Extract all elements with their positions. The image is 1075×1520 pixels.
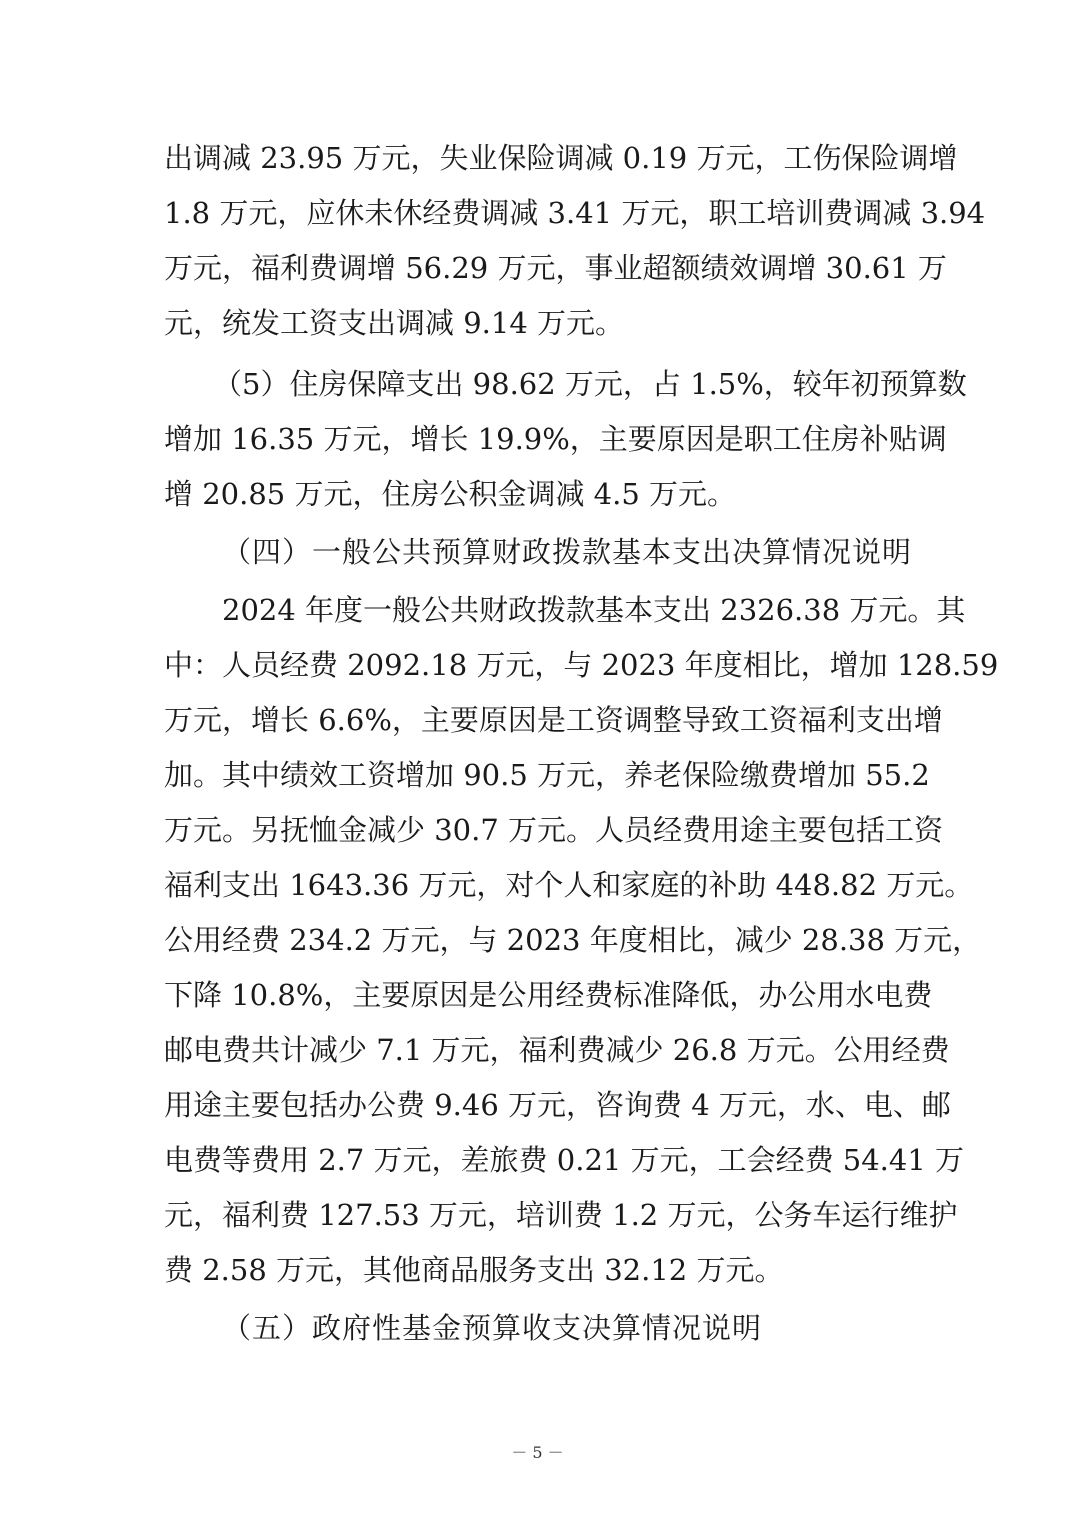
section-heading: （五）政府性基金预算收支决算情况说明 <box>222 1311 763 1345</box>
section-heading: （四）一般公共预算财政拨款基本支出决算情况说明 <box>222 535 913 569</box>
body-text-line: 福利支出 1643.36 万元，对个人和家庭的补助 448.82 万元。 <box>164 868 974 902</box>
body-text-line: 用途主要包括办公费 9.46 万元，咨询费 4 万元，水、电、邮 <box>164 1088 951 1122</box>
body-text-line: 中：人员经费 2092.18 万元，与 2023 年度相比，增加 128.59 <box>164 648 999 682</box>
body-text-line: （5）住房保障支出 98.62 万元，占 1.5%，较年初预算数 <box>213 367 967 401</box>
body-text-line: 出调减 23.95 万元，失业保险调减 0.19 万元，工伤保险调增 <box>164 141 958 175</box>
body-text-line: 增加 16.35 万元，增长 19.9%，主要原因是职工住房补贴调 <box>164 422 947 456</box>
body-text-line: 加。其中绩效工资增加 90.5 万元，养老保险缴费增加 55.2 <box>164 758 930 792</box>
body-text-line: 邮电费共计减少 7.1 万元，福利费减少 26.8 万元。公用经费 <box>164 1033 950 1067</box>
body-text-line: 费 2.58 万元，其他商品服务支出 32.12 万元。 <box>164 1253 784 1287</box>
body-text-line: 万元。另抚恤金减少 30.7 万元。人员经费用途主要包括工资 <box>164 813 944 847</box>
body-text-line: 2024 年度一般公共财政拨款基本支出 2326.38 万元。其 <box>222 593 966 627</box>
body-text-line: 万元，福利费调增 56.29 万元，事业超额绩效调增 30.61 万 <box>164 251 947 285</box>
page-number: － 5 － <box>511 1443 564 1462</box>
body-text-line: 1.8 万元，应休未休经费调减 3.41 万元，职工培训费调减 3.94 <box>164 196 986 230</box>
body-text-line: 元，统发工资支出调减 9.14 万元。 <box>164 306 625 340</box>
body-text-line: 万元，增长 6.6%，主要原因是工资调整导致工资福利支出增 <box>164 703 943 737</box>
body-text-line: 电费等费用 2.7 万元，差旅费 0.21 万元，工会经费 54.41 万 <box>164 1143 965 1177</box>
body-text-line: 增 20.85 万元，住房公积金调减 4.5 万元。 <box>164 477 737 511</box>
body-text-line: 元，福利费 127.53 万元，培训费 1.2 万元，公务车运行维护 <box>164 1198 958 1232</box>
body-text-line: 公用经费 234.2 万元，与 2023 年度相比，减少 28.38 万元， <box>164 923 982 957</box>
body-text-line: 下降 10.8%，主要原因是公用经费标准降低，办公用水电费 <box>164 978 933 1012</box>
